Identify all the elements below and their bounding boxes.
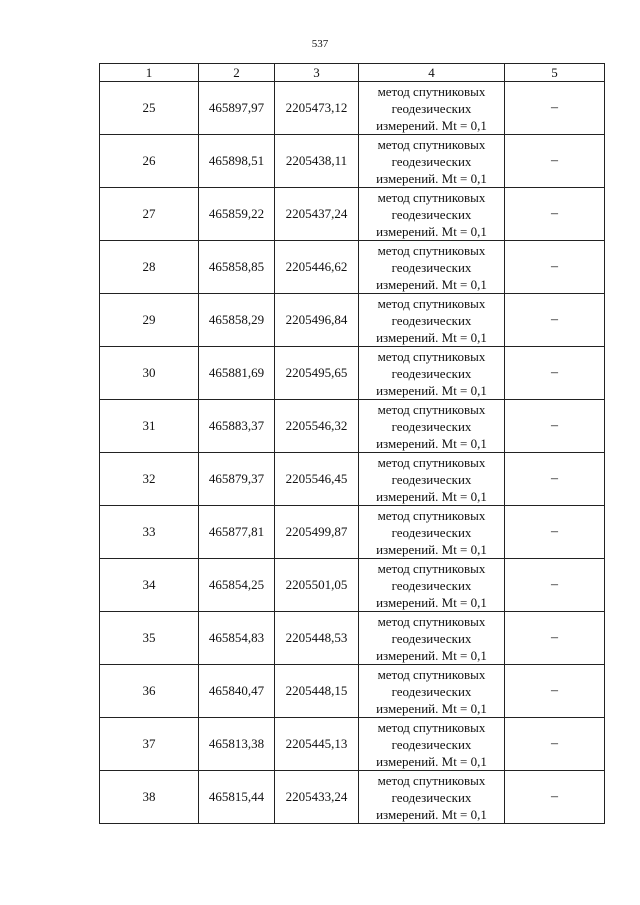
table-body xyxy=(100,82,605,824)
table-row xyxy=(100,771,605,824)
y-coordinate-cell: 2205495,65 xyxy=(275,347,359,400)
method-line: геодезических xyxy=(391,524,472,540)
description-cell: – xyxy=(505,135,605,188)
x-coordinate-cell: 465898,51 xyxy=(199,135,275,188)
table-row xyxy=(100,665,605,718)
y-coordinate-cell: 2205438,11 xyxy=(275,135,359,188)
table-row xyxy=(100,135,605,188)
description-cell: – xyxy=(505,665,605,718)
method-cell xyxy=(359,718,505,771)
method-cell xyxy=(359,612,505,665)
method-line: метод спутниковых xyxy=(377,666,486,682)
method-line: геодезических xyxy=(391,365,472,381)
x-coordinate-cell: 465858,85 xyxy=(199,241,275,294)
header-col-5: 5 xyxy=(505,64,605,82)
method-line: метод спутниковых xyxy=(377,401,486,417)
method-line: метод спутниковых xyxy=(377,136,486,152)
description-cell: – xyxy=(505,771,605,824)
method-cell xyxy=(359,294,505,347)
description-cell: – xyxy=(505,559,605,612)
description-cell: – xyxy=(505,82,605,135)
method-line: измерений. Mt = 0,1 xyxy=(376,170,487,186)
table-row xyxy=(100,347,605,400)
y-coordinate-cell: 2205546,45 xyxy=(275,453,359,506)
x-coordinate-cell: 465877,81 xyxy=(199,506,275,559)
description-cell: – xyxy=(505,400,605,453)
method-cell xyxy=(359,559,505,612)
table-row xyxy=(100,718,605,771)
method-line: геодезических xyxy=(391,206,472,222)
y-coordinate-cell: 2205501,05 xyxy=(275,559,359,612)
method-line: метод спутниковых xyxy=(377,83,486,99)
y-coordinate-cell: 2205546,32 xyxy=(275,400,359,453)
point-number-cell: 33 xyxy=(100,506,199,559)
method-line: измерений. Mt = 0,1 xyxy=(376,647,487,663)
y-coordinate-cell: 2205448,15 xyxy=(275,665,359,718)
y-coordinate-cell: 2205433,24 xyxy=(275,771,359,824)
method-line: геодезических xyxy=(391,100,472,116)
method-line: метод спутниковых xyxy=(377,560,486,576)
method-line: метод спутниковых xyxy=(377,295,486,311)
point-number-cell: 35 xyxy=(100,612,199,665)
table-row xyxy=(100,506,605,559)
point-number-cell: 25 xyxy=(100,82,199,135)
description-cell: – xyxy=(505,506,605,559)
point-number-cell: 34 xyxy=(100,559,199,612)
method-cell xyxy=(359,241,505,294)
method-line: геодезических xyxy=(391,471,472,487)
method-cell xyxy=(359,188,505,241)
y-coordinate-cell: 2205445,13 xyxy=(275,718,359,771)
table-row xyxy=(100,294,605,347)
method-line: измерений. Mt = 0,1 xyxy=(376,435,487,451)
header-col-2: 2 xyxy=(199,64,275,82)
y-coordinate-cell: 2205446,62 xyxy=(275,241,359,294)
method-line: геодезических xyxy=(391,736,472,752)
method-line: измерений. Mt = 0,1 xyxy=(376,806,487,822)
method-line: измерений. Mt = 0,1 xyxy=(376,700,487,716)
header-col-1: 1 xyxy=(100,64,199,82)
method-line: измерений. Mt = 0,1 xyxy=(376,382,487,398)
table-header xyxy=(100,64,605,82)
table-row xyxy=(100,453,605,506)
method-line: измерений. Mt = 0,1 xyxy=(376,594,487,610)
description-cell: – xyxy=(505,188,605,241)
method-line: измерений. Mt = 0,1 xyxy=(376,488,487,504)
y-coordinate-cell: 2205496,84 xyxy=(275,294,359,347)
method-line: метод спутниковых xyxy=(377,613,486,629)
method-line: метод спутниковых xyxy=(377,348,486,364)
page-number: 537 xyxy=(311,38,329,50)
x-coordinate-cell: 465897,97 xyxy=(199,82,275,135)
point-number-cell: 32 xyxy=(100,453,199,506)
description-cell: – xyxy=(505,612,605,665)
header-row xyxy=(100,64,605,82)
table-row xyxy=(100,559,605,612)
x-coordinate-cell: 465854,83 xyxy=(199,612,275,665)
x-coordinate-cell: 465840,47 xyxy=(199,665,275,718)
point-number-cell: 37 xyxy=(100,718,199,771)
table-row xyxy=(100,241,605,294)
method-line: метод спутниковых xyxy=(377,242,486,258)
method-cell xyxy=(359,453,505,506)
method-line: метод спутниковых xyxy=(377,507,486,523)
header-col-4: 4 xyxy=(359,64,505,82)
coordinates-table xyxy=(99,63,605,824)
method-line: измерений. Mt = 0,1 xyxy=(376,117,487,133)
method-line: геодезических xyxy=(391,259,472,275)
method-cell xyxy=(359,400,505,453)
method-line: измерений. Mt = 0,1 xyxy=(376,276,487,292)
table-row xyxy=(100,612,605,665)
description-cell: – xyxy=(505,294,605,347)
method-cell xyxy=(359,506,505,559)
y-coordinate-cell: 2205448,53 xyxy=(275,612,359,665)
y-coordinate-cell: 2205473,12 xyxy=(275,82,359,135)
method-line: метод спутниковых xyxy=(377,454,486,470)
method-cell xyxy=(359,665,505,718)
method-line: метод спутниковых xyxy=(377,719,486,735)
method-line: геодезических xyxy=(391,789,472,805)
method-cell xyxy=(359,347,505,400)
method-line: геодезических xyxy=(391,153,472,169)
point-number-cell: 29 xyxy=(100,294,199,347)
description-cell: – xyxy=(505,453,605,506)
point-number-cell: 38 xyxy=(100,771,199,824)
method-line: измерений. Mt = 0,1 xyxy=(376,223,487,239)
method-line: метод спутниковых xyxy=(377,189,486,205)
point-number-cell: 36 xyxy=(100,665,199,718)
point-number-cell: 31 xyxy=(100,400,199,453)
method-line: метод спутниковых xyxy=(377,772,486,788)
x-coordinate-cell: 465813,38 xyxy=(199,718,275,771)
method-line: геодезических xyxy=(391,577,472,593)
method-line: измерений. Mt = 0,1 xyxy=(376,541,487,557)
method-cell xyxy=(359,82,505,135)
method-cell xyxy=(359,771,505,824)
table-row xyxy=(100,188,605,241)
y-coordinate-cell: 2205499,87 xyxy=(275,506,359,559)
method-line: геодезических xyxy=(391,418,472,434)
point-number-cell: 30 xyxy=(100,347,199,400)
method-line: геодезических xyxy=(391,312,472,328)
point-number-cell: 26 xyxy=(100,135,199,188)
method-cell xyxy=(359,135,505,188)
table-row xyxy=(100,400,605,453)
x-coordinate-cell: 465858,29 xyxy=(199,294,275,347)
description-cell: – xyxy=(505,718,605,771)
method-line: измерений. Mt = 0,1 xyxy=(376,753,487,769)
point-number-cell: 28 xyxy=(100,241,199,294)
x-coordinate-cell: 465815,44 xyxy=(199,771,275,824)
x-coordinate-cell: 465854,25 xyxy=(199,559,275,612)
x-coordinate-cell: 465881,69 xyxy=(199,347,275,400)
method-line: геодезических xyxy=(391,683,472,699)
method-line: измерений. Mt = 0,1 xyxy=(376,329,487,345)
x-coordinate-cell: 465879,37 xyxy=(199,453,275,506)
description-cell: – xyxy=(505,347,605,400)
x-coordinate-cell: 465883,37 xyxy=(199,400,275,453)
header-col-3: 3 xyxy=(275,64,359,82)
method-line: геодезических xyxy=(391,630,472,646)
y-coordinate-cell: 2205437,24 xyxy=(275,188,359,241)
x-coordinate-cell: 465859,22 xyxy=(199,188,275,241)
description-cell: – xyxy=(505,241,605,294)
table-row xyxy=(100,82,605,135)
point-number-cell: 27 xyxy=(100,188,199,241)
